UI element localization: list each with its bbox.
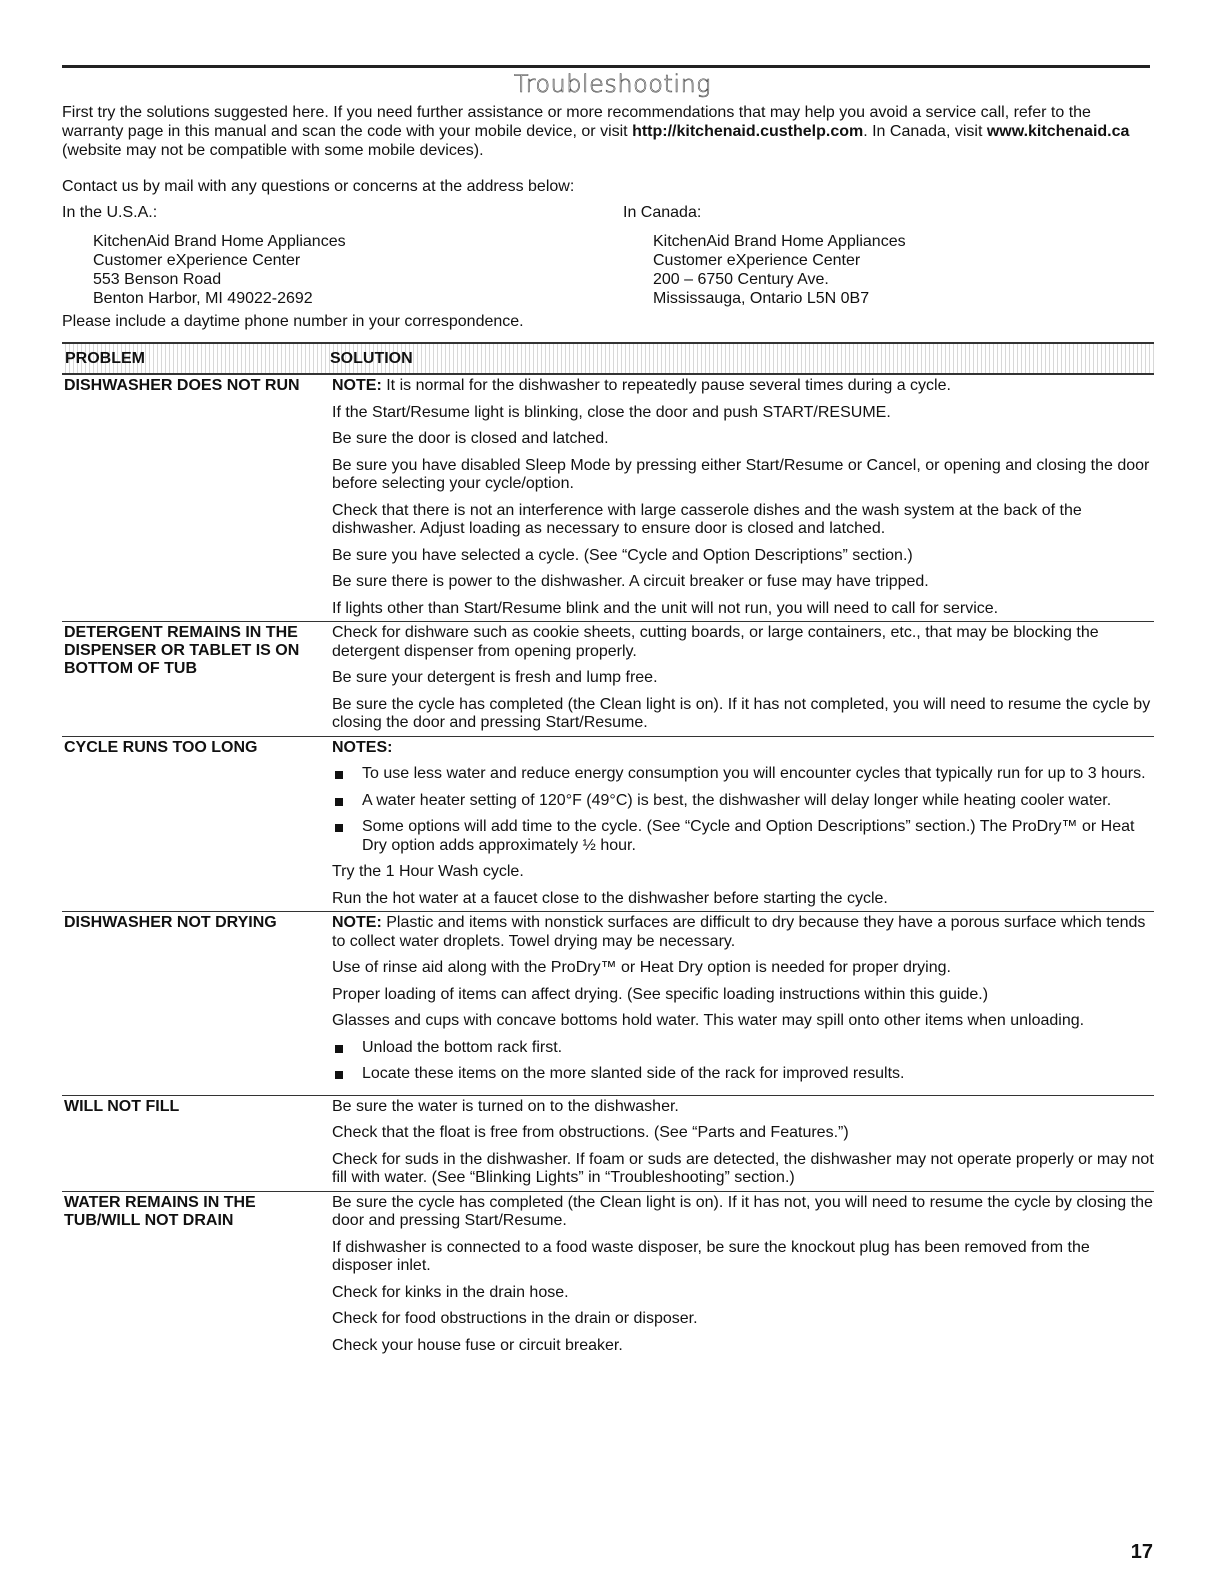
note-label: NOTE: — [332, 914, 382, 931]
bullet-item — [332, 818, 1154, 855]
solution-text — [332, 624, 1154, 661]
canada-address — [653, 232, 906, 308]
intro-text-b: . In Canada, visit — [863, 123, 987, 140]
solution-sentence: Be sure the cycle has completed (the Clean light is on). If it has not, you will need to resume the cycle by closing the door and pressing Start/Resume. — [332, 1193, 1153, 1229]
problem-cell: CYCLE RUNS TOO LONG — [62, 736, 332, 912]
header-solution: SOLUTION — [330, 350, 413, 367]
bullet-square-icon — [335, 824, 343, 832]
address-line: KitchenAid Brand Home Appliances — [653, 233, 906, 250]
solution-sentence: Check for kinks in the drain hose. — [332, 1283, 569, 1301]
solution-text — [332, 739, 1154, 758]
solution-text — [332, 863, 1154, 882]
address-line: Mississauga, Ontario L5N 0B7 — [653, 290, 870, 307]
solution-sentence: Some options will add time to the cycle. (See “Cycle and Option Descriptions” section.) The ProDry™ or Heat Dry option adds approximately ½ hour. — [362, 818, 1135, 854]
solution-cell — [332, 912, 1154, 1096]
header-problem: PROBLEM — [65, 350, 145, 367]
bullet-item — [332, 792, 1154, 811]
solution-sentence: Check for food obstructions in the drain or disposer. — [332, 1310, 698, 1327]
solution-text — [332, 890, 1154, 909]
solution-sentence: Glasses and cups with concave bottoms hold water. This water may spill onto other items when unloading. — [332, 1012, 1085, 1029]
solution-sentence: Unload the bottom rack first. — [362, 1038, 563, 1056]
intro-text-c: (website may not be compatible with some mobile devices). — [62, 142, 484, 159]
table-row — [62, 622, 1154, 737]
address-line: Customer eXperience Center — [653, 252, 861, 269]
table-row — [62, 912, 1154, 1096]
address-line: Customer eXperience Center — [93, 252, 301, 269]
address-line: Benton Harbor, MI 49022-2692 — [93, 290, 313, 307]
solution-text — [332, 1098, 1154, 1117]
table-row — [62, 1095, 1154, 1191]
solution-sentence: It is normal for the dishwasher to repeatedly pause several times during a cycle. — [381, 377, 951, 394]
bullet-square-icon — [335, 798, 343, 806]
solution-sentence: A water heater setting of 120°F (49°C) is best, the dishwasher will delay longer while heating cooler water. — [362, 791, 1112, 809]
solution-sentence: If lights other than Start/Resume blink and the unit will not run, you will need to call for service. — [332, 599, 999, 617]
solution-text — [332, 1151, 1154, 1188]
solution-sentence: If the Start/Resume light is blinking, close the door and push START/RESUME. — [332, 403, 891, 421]
solution-text — [332, 1124, 1154, 1143]
bullet-item — [332, 1065, 1154, 1084]
solution-sentence: Check your house fuse or circuit breaker. — [332, 1336, 623, 1354]
kitchenaid-ca-link[interactable]: www.kitchenaid.ca — [986, 123, 1130, 140]
please-note: Please include a daytime phone number in your correspondence. — [62, 313, 524, 330]
bullet-item — [332, 1039, 1154, 1058]
solution-text — [332, 457, 1154, 494]
solution-text — [332, 669, 1154, 688]
solution-sentence: Proper loading of items can affect drying. (See specific loading instructions within this guide.) — [332, 985, 989, 1003]
solution-cell — [332, 1095, 1154, 1191]
solution-sentence: Run the hot water at a faucet close to the dishwasher before starting the cycle. — [332, 889, 888, 907]
top-rule — [62, 65, 1150, 68]
intro-text-a: First try the solutions suggested here. If you need further assistance or more recommendations that may help you avoid a service call, refer to the warranty page in this manual and scan the code with your mobile device, or visit — [62, 104, 1091, 140]
problem-cell: WILL NOT FILL — [62, 1095, 332, 1191]
bullet-square-icon — [335, 771, 343, 779]
note-label: NOTES: — [332, 738, 393, 756]
contact-line: Contact us by mail with any questions or concerns at the address below: — [62, 178, 575, 195]
solution-sentence: Check for suds in the dishwasher. If foam or suds are detected, the dishwasher may not operate properly or may not fill with water. (See “Blinking Lights” in “Troubleshooting” section.) — [332, 1150, 1154, 1186]
table-row — [62, 736, 1154, 912]
bullet-square-icon — [335, 1071, 343, 1079]
problem-cell: DISHWASHER DOES NOT RUN — [62, 375, 332, 622]
solution-sentence: Be sure there is power to the dishwasher. A circuit breaker or fuse may have tripped. — [332, 573, 929, 590]
solution-cell — [332, 622, 1154, 737]
solution-text — [332, 1337, 1154, 1356]
page-title: Troubleshooting — [513, 70, 712, 98]
solution-text — [332, 573, 1154, 592]
solution-text — [332, 696, 1154, 733]
solution-text — [332, 986, 1154, 1005]
solution-sentence: Be sure your detergent is fresh and lump free. — [332, 669, 658, 686]
solution-sentence: Use of rinse aid along with the ProDry™ or Heat Dry option is needed for proper drying. — [332, 959, 951, 976]
problem-cell: WATER REMAINS IN THE TUB/WILL NOT DRAIN — [64, 1193, 256, 1229]
solution-sentence: Locate these items on the more slanted side of the rack for improved results. — [362, 1065, 905, 1082]
table-row — [62, 375, 1154, 622]
solution-text — [332, 1284, 1154, 1303]
solution-sentence: Check that there is not an interference with large casserole dishes and the wash system at the back of the dishwasher. Adjust loading as necessary to ensure door is closed and latched. — [332, 501, 1082, 537]
solution-text — [332, 1194, 1154, 1231]
solution-text — [332, 502, 1154, 539]
solution-sentence: Plastic and items with nonstick surfaces are difficult to dry because they have a porous surface which tends to collect water droplets. Towel drying may be necessary. — [332, 914, 1146, 950]
solution-sentence: Be sure the cycle has completed (the Clean light is on). If it has not completed, you will need to resume the cycle by closing the door and pressing Start/Resume. — [332, 695, 1151, 731]
solution-sentence: Check for dishware such as cookie sheets, cutting boards, or large containers, etc., that may be blocking the detergent dispenser from opening properly. — [332, 624, 1099, 660]
solution-text — [332, 600, 1154, 619]
intro-paragraph — [62, 103, 1152, 160]
address-line: 553 Benson Road — [93, 271, 222, 288]
table-header — [62, 342, 1154, 375]
solution-cell — [332, 375, 1154, 622]
note-label: NOTE: — [332, 377, 382, 394]
solution-text — [332, 404, 1154, 423]
table-row — [62, 1191, 1154, 1358]
solution-text — [332, 1012, 1154, 1031]
solution-text — [332, 547, 1154, 566]
problem-cell: DETERGENT REMAINS IN THE DISPENSER OR TABLET IS ON BOTTOM OF TUB — [62, 622, 332, 737]
solution-sentence: Be sure the door is closed and latched. — [332, 430, 609, 447]
solution-sentence: Be sure the water is turned on to the dishwasher. — [332, 1097, 679, 1115]
address-line: KitchenAid Brand Home Appliances — [93, 233, 346, 250]
solution-text — [332, 430, 1154, 449]
page-number: 17 — [1130, 1541, 1153, 1563]
solution-sentence: Be sure you have selected a cycle. (See “Cycle and Option Descriptions” section.) — [332, 546, 913, 564]
solution-sentence: Check that the float is free from obstructions. (See “Parts and Features.”) — [332, 1124, 849, 1141]
solution-text — [332, 1239, 1154, 1276]
problem-cell: DISHWASHER NOT DRYING — [62, 912, 332, 1096]
canada-label: In Canada: — [623, 204, 702, 221]
solution-text — [332, 914, 1154, 951]
solution-sentence: Try the 1 Hour Wash cycle. — [332, 863, 524, 880]
bullet-item — [332, 765, 1154, 784]
bullet-square-icon — [335, 1045, 343, 1053]
solution-cell — [332, 736, 1154, 912]
solution-cell — [332, 1191, 1154, 1358]
custhelp-link[interactable]: http://kitchenaid.custhelp.com — [632, 123, 864, 140]
solution-text — [332, 377, 1154, 396]
address-line: 200 – 6750 Century Ave. — [653, 271, 829, 288]
usa-label: In the U.S.A.: — [62, 204, 158, 221]
solution-sentence: If dishwasher is connected to a food waste disposer, be sure the knockout plug has been removed from the disposer inlet. — [332, 1238, 1090, 1274]
troubleshooting-table — [62, 375, 1154, 1358]
solution-text — [332, 1310, 1154, 1329]
solution-sentence: To use less water and reduce energy consumption you will encounter cycles that typically run for up to 3 hours. — [362, 765, 1146, 782]
solution-text — [332, 959, 1154, 978]
usa-address — [93, 232, 346, 308]
solution-sentence: Be sure you have disabled Sleep Mode by pressing either Start/Resume or Cancel, or opening and closing the door before selecting your cycle/option. — [332, 456, 1150, 492]
